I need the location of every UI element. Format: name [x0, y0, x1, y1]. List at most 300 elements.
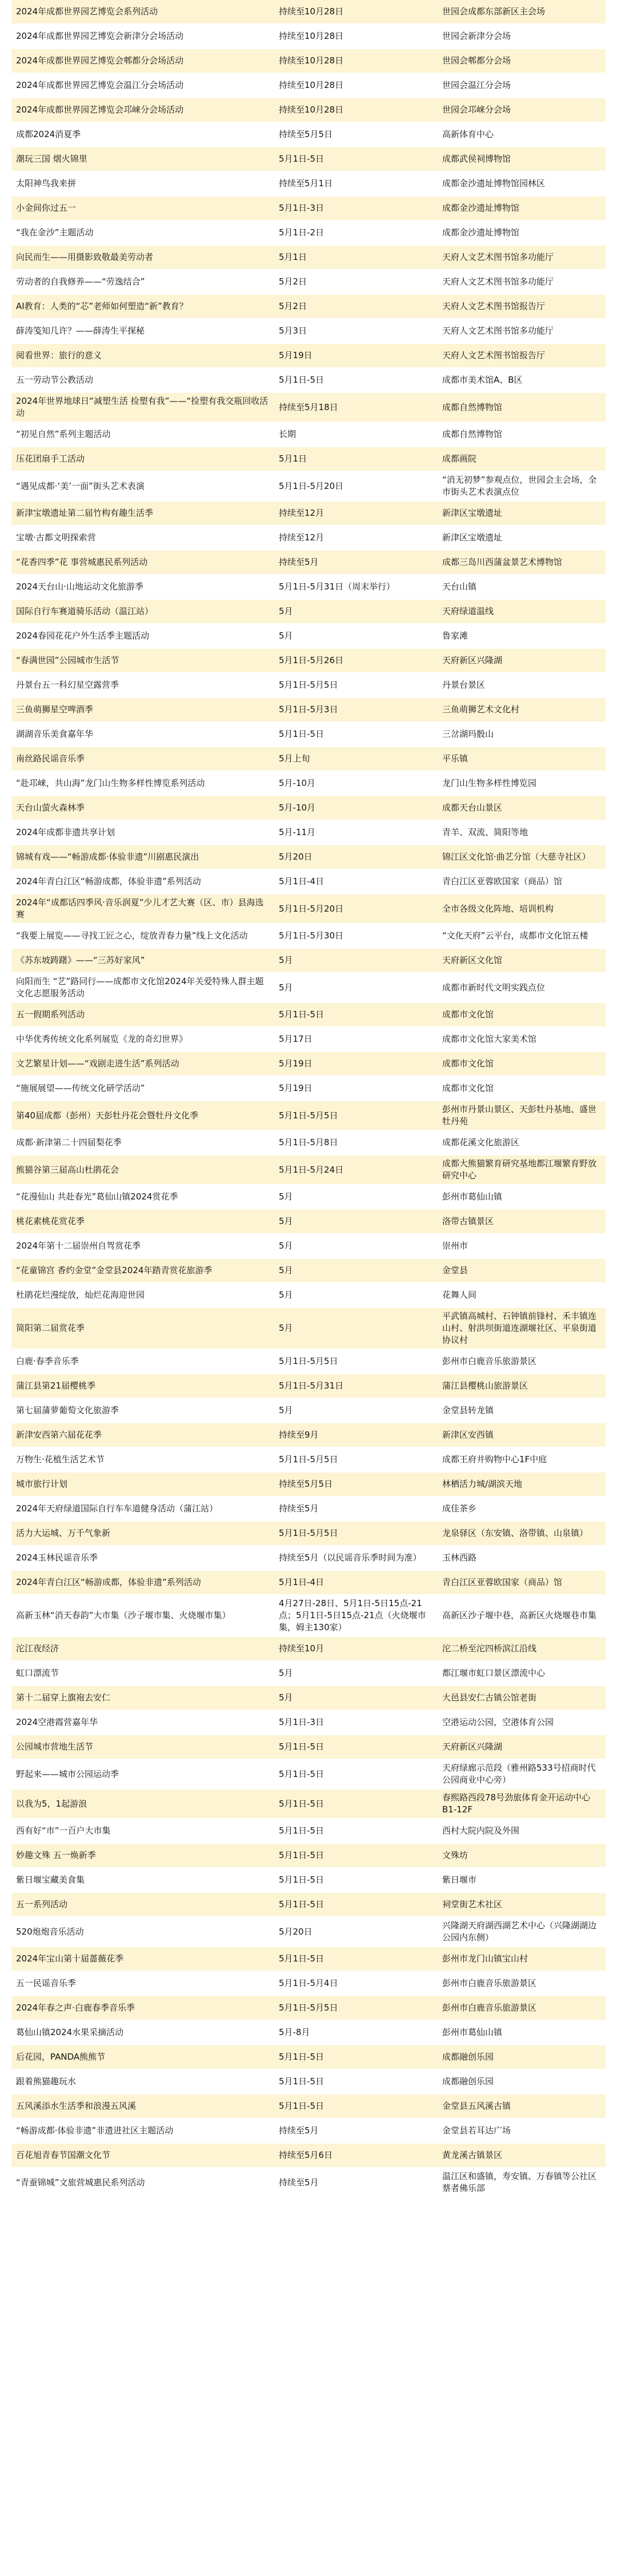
event-row — [11, 1496, 606, 1521]
event-time-cell: 持续至5月18日 — [274, 392, 438, 422]
event-name-cell: “花童锦宫 香约金堂”金堂县2024年踏青赏花旅游季 — [11, 1258, 274, 1283]
event-row — [11, 1686, 606, 1710]
event-row — [11, 1447, 606, 1472]
event-time-cell: 5月 — [274, 1398, 438, 1423]
event-row — [11, 270, 606, 294]
event-name-cell: “我要上展览——寻找工匠之心，绽放青春力量”线上文化活动 — [11, 924, 274, 948]
event-row — [11, 948, 606, 973]
event-name-cell: 白鹿·春季音乐季 — [11, 1349, 274, 1374]
event-time-cell: 持续至12月 — [274, 525, 438, 550]
event-time-cell: 持续至5月 — [274, 550, 438, 575]
event-time-cell: 5月19日 — [274, 343, 438, 368]
event-name-cell: 第40届成都（彭州）天彭牡丹花会暨牡丹文化季 — [11, 1101, 274, 1130]
event-time-cell: 5月1日-2日 — [274, 220, 438, 245]
event-place-cell: 世园会邛崃分会场 — [438, 98, 606, 122]
event-place-cell: 天府人文艺术图书馆多功能厅 — [438, 270, 606, 294]
events-table-body — [11, 0, 606, 2197]
event-place-cell: 祠堂街艺术社区 — [438, 1892, 606, 1917]
event-row — [11, 1735, 606, 1759]
event-row — [11, 24, 606, 49]
event-time-cell: 持续至10月28日 — [274, 49, 438, 73]
event-place-cell: 三鱼萌狮艺术文化村 — [438, 697, 606, 722]
event-place-cell: 文殊坊 — [438, 1843, 606, 1868]
event-place-cell: 鲁家滩 — [438, 624, 606, 648]
event-time-cell: 5月-10月 — [274, 796, 438, 820]
event-row — [11, 697, 606, 722]
event-place-cell: 彭州市白鹿音乐旅游景区 — [438, 1971, 606, 1996]
event-name-cell: 2024空港霞营嘉年华 — [11, 1710, 274, 1735]
event-place-cell: 天府新区兴隆湖 — [438, 1735, 606, 1759]
event-name-cell: 百花旭青春节国潮文化节 — [11, 2143, 274, 2168]
event-name-cell: 2024年青白江区“畅游成都，体验非遗”系列活动 — [11, 869, 274, 894]
event-name-cell: “遇见成都·‘美’一面”街头艺术表演 — [11, 471, 274, 501]
event-name-cell: “施展展望——传统文化研学活动” — [11, 1076, 274, 1101]
event-place-cell: 成都融创乐园 — [438, 2069, 606, 2094]
event-time-cell: 持续至5月6日 — [274, 2143, 438, 2168]
event-time-cell: 5月 — [274, 624, 438, 648]
event-name-cell: 2024年成都非遗共享计划 — [11, 820, 274, 845]
event-place-cell: 三岔湖玛骰山 — [438, 722, 606, 747]
event-name-cell: 2024年第十二届崇州自驾赏花季 — [11, 1234, 274, 1258]
event-row — [11, 171, 606, 196]
event-row — [11, 245, 606, 270]
event-place-cell: 天府人文艺术图书馆多功能厅 — [438, 319, 606, 343]
event-row — [11, 1636, 606, 1661]
event-time-cell: 5月20日 — [274, 1917, 438, 1947]
event-row — [11, 1661, 606, 1686]
event-row — [11, 1759, 606, 1789]
event-place-cell: 全市各级文化阵地、培训机构 — [438, 894, 606, 924]
event-time-cell: 5月1日-5日 — [274, 2045, 438, 2069]
event-name-cell: 新津宝墩遗址第二届竹构有趣生活季 — [11, 501, 274, 525]
event-place-cell: 天府新区文化馆 — [438, 948, 606, 973]
event-place-cell: 天台山镇 — [438, 575, 606, 599]
event-row — [11, 422, 606, 447]
event-place-cell: 兴隆湖天府湖西湖艺术中心（兴隆湖湖边公园内东侧） — [438, 1917, 606, 1947]
event-row — [11, 869, 606, 894]
event-place-cell: 黄龙溪古镇景区 — [438, 2143, 606, 2168]
event-time-cell: 5月1日-5月20日 — [274, 471, 438, 501]
event-row — [11, 447, 606, 471]
event-row — [11, 0, 606, 24]
event-name-cell: 压花团扇手工活动 — [11, 447, 274, 471]
event-place-cell: 高新区沙子堰中巷，高新区火烧堰巷市集 — [438, 1595, 606, 1636]
event-place-cell: 锦江区文化馆·曲艺分馆（大慈寺社区） — [438, 845, 606, 869]
event-place-cell: 成都金沙遗址博物馆 — [438, 220, 606, 245]
event-name-cell: “青蚕锦城”文旅营城惠民系列活动 — [11, 2168, 274, 2197]
event-time-cell: 持续至10月28日 — [274, 0, 438, 24]
event-place-cell: 洛带古镇景区 — [438, 1209, 606, 1234]
event-row — [11, 1130, 606, 1155]
event-time-cell: 5月1日-5日 — [274, 147, 438, 171]
event-row — [11, 368, 606, 392]
event-row — [11, 471, 606, 501]
event-row — [11, 1843, 606, 1868]
event-time-cell: 5月2日 — [274, 270, 438, 294]
event-time-cell: 5月1日 — [274, 245, 438, 270]
event-row — [11, 2045, 606, 2069]
event-time-cell: 5月3日 — [274, 319, 438, 343]
event-place-cell: “消无初梦”参观点位，世园会主会场，全市街头艺术表演点位 — [438, 471, 606, 501]
event-place-cell: 新津区安西镇 — [438, 1423, 606, 1447]
event-name-cell: 葛仙山镇2024水果采摘活动 — [11, 2020, 274, 2045]
event-time-cell: 5月19日 — [274, 1052, 438, 1076]
event-row — [11, 1307, 606, 1349]
event-place-cell: 金堂县 — [438, 1258, 606, 1283]
event-name-cell: 2024年成都世界园艺博览会邛崃分会场活动 — [11, 98, 274, 122]
event-row — [11, 1595, 606, 1636]
event-name-cell: 2024年青白江区“畅游成都，体验非遗”系列活动 — [11, 1570, 274, 1595]
event-place-cell: 成都自然博物馆 — [438, 392, 606, 422]
event-place-cell: 彭州市丹景山景区、天彭牡丹基地、盛世牡丹苑 — [438, 1101, 606, 1130]
event-row — [11, 550, 606, 575]
event-row — [11, 1374, 606, 1398]
event-name-cell: AI教育：人类的“芯”老师如何塑造“新”教育？ — [11, 294, 274, 319]
event-place-cell: 青白江区亚蓉欧国家（商品）馆 — [438, 1570, 606, 1595]
event-time-cell: 5月1日-3日 — [274, 1710, 438, 1735]
event-name-cell: “畅游成都·体验非遗”非遗进社区主题活动 — [11, 2118, 274, 2143]
event-name-cell: 南丝路民谣音乐季 — [11, 747, 274, 771]
event-place-cell: 金堂县五风溪古镇 — [438, 2094, 606, 2118]
event-row — [11, 2069, 606, 2094]
event-name-cell: 潮玩三国 熠火锦里 — [11, 147, 274, 171]
event-place-cell: 成都武侯祠博物馆 — [438, 147, 606, 171]
event-row — [11, 1546, 606, 1570]
event-name-cell: 锦城有戏——“畅游成都·体验非遗”川剧惠民演出 — [11, 845, 274, 869]
event-time-cell: 5月-11月 — [274, 820, 438, 845]
event-time-cell: 5月 — [274, 599, 438, 624]
event-name-cell: 2024年成都世界园艺博览会系列活动 — [11, 0, 274, 24]
event-name-cell: 丹景台五一科幻星空露营季 — [11, 673, 274, 697]
event-place-cell: 成都大熊猫繁育研究基地都江堰繁育野放研究中心 — [438, 1155, 606, 1185]
event-time-cell: 5月 — [274, 1185, 438, 1209]
event-row — [11, 1570, 606, 1595]
event-place-cell: 成都金沙遗址博物馆 — [438, 196, 606, 220]
event-name-cell: 三鱼萌狮星空啤酒季 — [11, 697, 274, 722]
event-name-cell: 城市旅行计划 — [11, 1472, 274, 1496]
event-name-cell: 2024年成都世界园艺博览会新津分会场活动 — [11, 24, 274, 49]
event-time-cell: 5月1日-3日 — [274, 196, 438, 220]
event-place-cell: 成都画院 — [438, 447, 606, 471]
event-name-cell: 高新玉林“消天春韵”大市集（沙子堰市集、火烧堰市集） — [11, 1595, 274, 1636]
event-row — [11, 1185, 606, 1209]
event-time-cell: 5月1日-5月20日 — [274, 894, 438, 924]
event-time-cell: 5月-8月 — [274, 2020, 438, 2045]
event-time-cell: 持续至5月 — [274, 2118, 438, 2143]
event-row — [11, 771, 606, 796]
event-time-cell: 5月 — [274, 1234, 438, 1258]
event-time-cell: 5月1日-5月24日 — [274, 1155, 438, 1185]
event-row — [11, 1155, 606, 1185]
event-name-cell: 2024年宝山第十届蔷薇花季 — [11, 1947, 274, 1971]
event-place-cell: 龙门山生物多样性博览园 — [438, 771, 606, 796]
event-place-cell: “文化天府”云平台，成都市文化馆五楼 — [438, 924, 606, 948]
event-place-cell: 金堂县转龙镇 — [438, 1398, 606, 1423]
event-name-cell: 西有好“市”一百户大市集 — [11, 1819, 274, 1843]
event-time-cell: 持续至10月28日 — [274, 98, 438, 122]
event-place-cell: 彭州市白鹿音乐旅游景区 — [438, 1349, 606, 1374]
event-name-cell: 紫日堰宝藏美食集 — [11, 1868, 274, 1892]
event-time-cell: 5月1日-5日 — [274, 1868, 438, 1892]
event-name-cell: 劳动者的自我修养——“劳逸结合” — [11, 270, 274, 294]
event-time-cell: 5月-10月 — [274, 771, 438, 796]
event-place-cell: 成都三岛川西蒲盆景艺术博物馆 — [438, 550, 606, 575]
event-place-cell: 彭州市葛仙山镇 — [438, 1185, 606, 1209]
event-place-cell: 春熙路西段78号劲旅体育金开运动中心B1-12F — [438, 1789, 606, 1819]
event-row — [11, 820, 606, 845]
event-name-cell: 向阳而生 “艺”路同行——成都市文化馆2024年关爱特殊人群主题文化志愿服务活动 — [11, 973, 274, 1002]
event-name-cell: 2024年世界地球日“减塑生活 捡塑有我”——“捡塑有我交瓶回收活动 — [11, 392, 274, 422]
event-time-cell: 持续至10月 — [274, 1636, 438, 1661]
event-row — [11, 1398, 606, 1423]
event-row — [11, 1789, 606, 1819]
event-name-cell: “赴邛崃，共山海”龙门山生物多样性博览系列活动 — [11, 771, 274, 796]
event-row — [11, 501, 606, 525]
event-time-cell: 长期 — [274, 422, 438, 447]
event-place-cell: 成都融创乐园 — [438, 2045, 606, 2069]
event-row — [11, 147, 606, 171]
event-row — [11, 343, 606, 368]
event-row — [11, 894, 606, 924]
event-place-cell: 成都市文化馆 — [438, 1002, 606, 1027]
event-time-cell: 持续至9月 — [274, 1423, 438, 1447]
event-row — [11, 722, 606, 747]
event-name-cell: 2024天台山·山地运动文化旅游季 — [11, 575, 274, 599]
event-place-cell: 天府新区兴隆湖 — [438, 648, 606, 673]
event-place-cell: 平乐镇 — [438, 747, 606, 771]
event-time-cell: 5月20日 — [274, 845, 438, 869]
event-time-cell: 5月17日 — [274, 1027, 438, 1052]
event-name-cell: 以我为5，1起游浪 — [11, 1789, 274, 1819]
event-place-cell: 成都市新时代文明实践点位 — [438, 973, 606, 1002]
event-place-cell: 丹景台景区 — [438, 673, 606, 697]
event-time-cell: 5月1日-5月5日 — [274, 1101, 438, 1130]
event-place-cell: 彭州市葛仙山镇 — [438, 2020, 606, 2045]
event-time-cell: 持续至10月28日 — [274, 24, 438, 49]
event-place-cell: 天府绿廊示范段（雅州路533号招商时代公园商业中心旁） — [438, 1759, 606, 1789]
event-name-cell: 宝墩·古都文明探索营 — [11, 525, 274, 550]
event-name-cell: 虹口漂流节 — [11, 1661, 274, 1686]
event-time-cell: 5月1日-5月5日 — [274, 673, 438, 697]
event-name-cell: 野起来——城市公园运动季 — [11, 1759, 274, 1789]
event-time-cell: 5月1日-5月31日（周末举行） — [274, 575, 438, 599]
event-name-cell: 蒲江县第21届樱桃季 — [11, 1374, 274, 1398]
event-row — [11, 1868, 606, 1892]
event-row — [11, 845, 606, 869]
event-name-cell: 2024年天府绿道国际自行车车道健身活动（蒲江站） — [11, 1496, 274, 1521]
event-row — [11, 1917, 606, 1947]
event-place-cell: 天府人文艺术图书馆报告厅 — [438, 294, 606, 319]
event-time-cell: 5月 — [274, 1258, 438, 1283]
event-row — [11, 392, 606, 422]
event-time-cell: 5月 — [274, 973, 438, 1002]
event-place-cell: 花舞人间 — [438, 1283, 606, 1307]
event-place-cell: 蒲江县樱桃山旅游景区 — [438, 1374, 606, 1398]
event-row — [11, 1710, 606, 1735]
event-time-cell: 5月1日-5日 — [274, 1947, 438, 1971]
event-time-cell: 5月 — [274, 1661, 438, 1686]
event-place-cell: 崇州市 — [438, 1234, 606, 1258]
event-place-cell: 空港运动公园，空港体育公园 — [438, 1710, 606, 1735]
event-place-cell: 新津区宝墩遗址 — [438, 501, 606, 525]
event-place-cell: 天府人文艺术图书馆多功能厅 — [438, 245, 606, 270]
event-row — [11, 1947, 606, 1971]
event-row — [11, 747, 606, 771]
event-name-cell: 成都·新津第二十四届梨花季 — [11, 1130, 274, 1155]
event-name-cell: 沱江夜经济 — [11, 1636, 274, 1661]
event-row — [11, 673, 606, 697]
event-place-cell: 成都市文化馆 — [438, 1076, 606, 1101]
event-time-cell: 5月1日-5月5日 — [274, 1521, 438, 1546]
event-row — [11, 1892, 606, 1917]
event-name-cell: 阅看世界：旅行的意义 — [11, 343, 274, 368]
event-time-cell: 5月1日-5月3日 — [274, 697, 438, 722]
events-table — [11, 0, 606, 2198]
event-name-cell: 第十二届穿上旗袍去安仁 — [11, 1686, 274, 1710]
event-place-cell: 世园会温江分会场 — [438, 73, 606, 98]
event-row — [11, 1423, 606, 1447]
event-time-cell: 4月27日-28日、5月1日-5日15点-21点；5月1日-5日15点-21点（火烧堰市集，姆主130家） — [274, 1595, 438, 1636]
event-name-cell: 天台山萤火森林季 — [11, 796, 274, 820]
event-place-cell: 成都王府井购物中心1F中庭 — [438, 1447, 606, 1472]
event-row — [11, 648, 606, 673]
event-row — [11, 1002, 606, 1027]
event-row — [11, 2020, 606, 2045]
event-time-cell: 5月1日-5月5日 — [274, 1447, 438, 1472]
event-name-cell: 小金间你过五一 — [11, 196, 274, 220]
event-place-cell: 彭州市白鹿音乐旅游景区 — [438, 1996, 606, 2020]
event-row — [11, 1349, 606, 1374]
event-place-cell: 成佳茶乡 — [438, 1496, 606, 1521]
event-row — [11, 1521, 606, 1546]
event-time-cell: 5月1日-5月31日 — [274, 1374, 438, 1398]
event-place-cell: 平武镇高城村、石钟镇前锋村、禾丰镇连山村、射洪坝街道连湖堰社区、平泉街道协议村 — [438, 1307, 606, 1349]
event-name-cell: 公园城市营地生活节 — [11, 1735, 274, 1759]
event-name-cell: 新津安西第六届花花季 — [11, 1423, 274, 1447]
event-name-cell: 湖湖音乐美食嘉年华 — [11, 722, 274, 747]
event-place-cell: 成都花溪文化旅游区 — [438, 1130, 606, 1155]
event-row — [11, 294, 606, 319]
event-row — [11, 1971, 606, 1996]
event-time-cell: 5月1日-5月5日 — [274, 1996, 438, 2020]
event-time-cell: 5月1日-5月8日 — [274, 1130, 438, 1155]
event-place-cell: 玉林西路 — [438, 1546, 606, 1570]
event-time-cell: 持续至5月 — [274, 2168, 438, 2197]
event-name-cell: 520炮炮音乐活动 — [11, 1917, 274, 1947]
event-place-cell: 成都市美术馆A、B区 — [438, 368, 606, 392]
event-time-cell: 5月 — [274, 1209, 438, 1234]
event-place-cell: 高新体育中心 — [438, 122, 606, 147]
event-name-cell: 《苏东坡踌躇》——“三苏好家风” — [11, 948, 274, 973]
event-row — [11, 1209, 606, 1234]
event-time-cell: 5月 — [274, 1307, 438, 1349]
event-name-cell: 五一民谣音乐季 — [11, 1971, 274, 1996]
event-time-cell: 5月2日 — [274, 294, 438, 319]
event-place-cell: 世园会郫都分会场 — [438, 49, 606, 73]
event-time-cell: 5月 — [274, 948, 438, 973]
event-time-cell: 5月1日-5日 — [274, 368, 438, 392]
event-time-cell: 5月1日-5月30日 — [274, 924, 438, 948]
event-time-cell: 5月1日-5日 — [274, 722, 438, 747]
event-row — [11, 1283, 606, 1307]
event-place-cell: 龙泉驿区（东安镇、洛带镇、山泉镇） — [438, 1521, 606, 1546]
event-time-cell: 5月1日-5日 — [274, 1759, 438, 1789]
event-place-cell: 成都金沙遗址博物馆园林区 — [438, 171, 606, 196]
event-time-cell: 5月1日-5日 — [274, 2094, 438, 2118]
event-row — [11, 796, 606, 820]
event-name-cell: “我在金沙”主题活动 — [11, 220, 274, 245]
event-time-cell: 5月1日-5日 — [274, 1002, 438, 1027]
event-place-cell: 世园会新津分会场 — [438, 24, 606, 49]
event-name-cell: “初见自然”系列主题活动 — [11, 422, 274, 447]
event-row — [11, 1472, 606, 1496]
event-name-cell: 成都2024消夏季 — [11, 122, 274, 147]
event-time-cell: 5月1日-5月26日 — [274, 648, 438, 673]
event-place-cell: 都江堰市虹口景区漂流中心 — [438, 1661, 606, 1686]
event-place-cell: 天府绿道温线 — [438, 599, 606, 624]
event-place-cell: 大邑县安仁古镇公馆老街 — [438, 1686, 606, 1710]
event-name-cell: 文艺繁星计划——“戏剧走进生活”系列活动 — [11, 1052, 274, 1076]
event-name-cell: 桃花素桃花赏花季 — [11, 1209, 274, 1234]
event-time-cell: 5月19日 — [274, 1076, 438, 1101]
event-time-cell: 持续至5月（以民谣音乐季时间为准） — [274, 1546, 438, 1570]
event-time-cell: 5月1日-5日 — [274, 1789, 438, 1819]
event-row — [11, 1234, 606, 1258]
event-time-cell: 持续至5月1日 — [274, 171, 438, 196]
event-name-cell: “花漫仙山 共赴春光”葛仙山镇2024赏花季 — [11, 1185, 274, 1209]
event-name-cell: 五一系列活动 — [11, 1892, 274, 1917]
event-name-cell: 中华优秀传统文化系列展览《龙的奇幻世界》 — [11, 1027, 274, 1052]
event-time-cell: 5月1日-5日 — [274, 1892, 438, 1917]
event-time-cell: 持续至12月 — [274, 501, 438, 525]
event-time-cell: 5月 — [274, 1283, 438, 1307]
event-place-cell: 青羊、双流、简阳等地 — [438, 820, 606, 845]
event-time-cell: 5月1日-4日 — [274, 869, 438, 894]
event-row — [11, 49, 606, 73]
event-row — [11, 575, 606, 599]
event-name-cell: 杜鹃花烂漫绽放，灿烂花海迎世园 — [11, 1283, 274, 1307]
event-time-cell: 5月上旬 — [274, 747, 438, 771]
event-name-cell: 跟着熊猫趣玩水 — [11, 2069, 274, 2094]
event-name-cell: 2024年成都世界园艺博览会温江分会场活动 — [11, 73, 274, 98]
event-time-cell: 5月 — [274, 1686, 438, 1710]
event-time-cell: 5月1日-5月4日 — [274, 1971, 438, 1996]
event-place-cell: 温江区和盛镇，寿安镇、万春镇等公社区蔡者佛乐部 — [438, 2168, 606, 2197]
event-name-cell: 国际自行车赛道骑乐活动（温江站） — [11, 599, 274, 624]
event-name-cell: 活力大运城、万千气象新 — [11, 1521, 274, 1546]
event-place-cell: 彭州市龙门山镇宝山村 — [438, 1947, 606, 1971]
event-time-cell: 5月1日-5日 — [274, 1735, 438, 1759]
event-time-cell: 5月1日-5日 — [274, 1819, 438, 1843]
event-row — [11, 973, 606, 1002]
event-row — [11, 924, 606, 948]
event-name-cell: 2024玉林民谣音乐季 — [11, 1546, 274, 1570]
event-time-cell: 5月1日-4日 — [274, 1570, 438, 1595]
event-row — [11, 599, 606, 624]
event-time-cell: 5月1日 — [274, 447, 438, 471]
event-row — [11, 2143, 606, 2168]
event-row — [11, 1101, 606, 1130]
event-row — [11, 319, 606, 343]
event-row — [11, 1996, 606, 2020]
event-row — [11, 525, 606, 550]
event-row — [11, 1258, 606, 1283]
event-row — [11, 624, 606, 648]
event-name-cell: 薛涛笺知几许？——薛涛生平探秘 — [11, 319, 274, 343]
event-name-cell: 2024年成都世界园艺博览会郫都分会场活动 — [11, 49, 274, 73]
event-name-cell: 五一劳动节公教活动 — [11, 368, 274, 392]
event-row — [11, 1819, 606, 1843]
